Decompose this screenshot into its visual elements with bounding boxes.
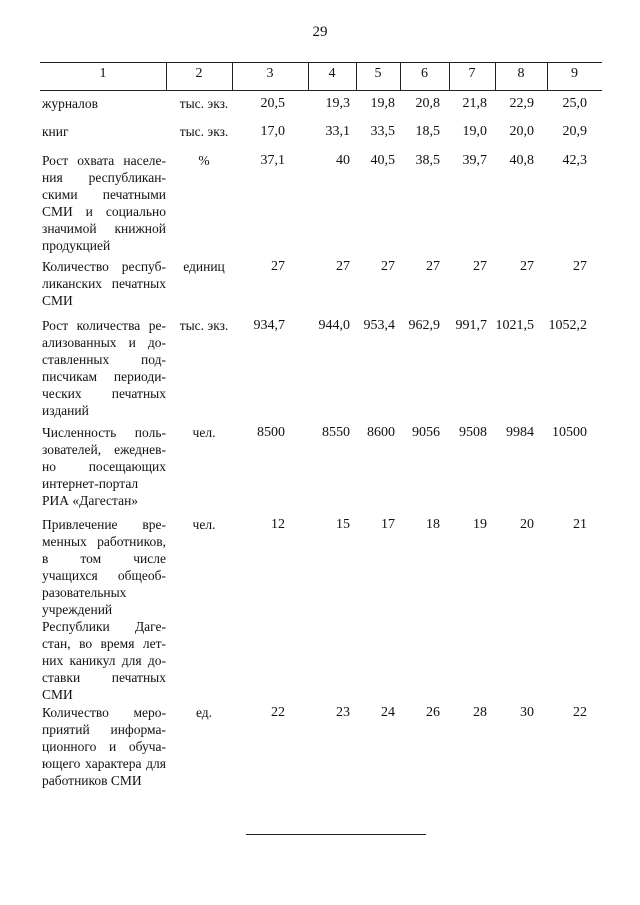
header-cell-4: 4 [328,66,336,81]
cell-col7: 27 [473,259,487,274]
row-unit: чел. [192,425,216,440]
header-cell-3: 3 [266,66,274,81]
row-label: Количество меро-приятий информа-ционного и обуча-ющего характера для работников СМИ [42,705,166,788]
cell-col5: 953,4 [363,318,395,333]
cell-col6: 18 [426,517,440,532]
cell-col4: 40 [336,153,350,168]
table-top-rule [40,62,602,63]
row-unit: тыс. экз. [179,318,229,333]
cell-col5: 40,5 [370,153,395,168]
cell-col6: 9056 [412,425,440,440]
cell-col9: 42,3 [562,153,587,168]
header-cell-9: 9 [571,66,578,81]
cell-col3: 12 [271,517,285,532]
cell-col5: 17 [381,517,395,532]
cell-col7: 991,7 [455,318,487,333]
cell-col9: 21 [573,517,587,532]
cell-col9: 1052,2 [548,318,587,333]
cell-col7: 9508 [459,425,487,440]
cell-col8: 22,9 [509,96,534,111]
cell-col5: 33,5 [370,124,395,139]
row-unit: % [198,153,210,168]
cell-col3: 27 [271,259,285,274]
cell-col4: 23 [336,705,350,720]
cell-col9: 22 [573,705,587,720]
cell-col7: 19 [473,517,487,532]
cell-col7: 21,8 [462,96,487,111]
cell-col9: 25,0 [562,96,587,111]
row-label: Рост количества ре-ализованных и до-ставленных под-писчикам периоди-ческих печатных изданий [42,318,166,418]
cell-col9: 20,9 [562,124,587,139]
row-label: Количество респуб-ликанских печатных СМИ [42,259,166,308]
cell-col6: 18,5 [415,124,440,139]
cell-col6: 20,8 [415,96,440,111]
end-of-table-rule [246,834,426,835]
cell-col4: 944,0 [318,318,350,333]
row-label: книг [42,124,69,139]
header-cell-7: 7 [468,66,476,81]
cell-col7: 19,0 [462,124,487,139]
header-cell-8: 8 [517,66,525,81]
cell-col8: 27 [520,259,534,274]
cell-col3: 22 [271,705,285,720]
row-label: Привлечение вре-менных работников, в том числе учащихся общеоб-разовательных учреждений Республики Даге-стан, во время лет-них каникул для до-ставки печатных СМИ [42,517,166,702]
row-unit: единиц [183,259,225,274]
cell-col5: 8600 [367,425,395,440]
cell-col8: 40,8 [509,153,534,168]
cell-col6: 38,5 [415,153,440,168]
row-unit: тыс. экз. [179,124,229,139]
cell-col5: 27 [381,259,395,274]
row-label: Рост охвата населе-ния республикан-скими печатными СМИ и социально значимой книжной продукцией [42,153,166,253]
cell-col3: 8500 [257,425,285,440]
cell-col8: 9984 [506,425,534,440]
cell-col8: 30 [520,705,534,720]
header-cell-5: 5 [374,66,382,81]
cell-col4: 33,1 [325,124,350,139]
cell-col7: 28 [473,705,487,720]
cell-col8: 20 [520,517,534,532]
cell-col6: 962,9 [408,318,440,333]
cell-col7: 39,7 [462,153,487,168]
cell-col8: 1021,5 [495,318,534,333]
row-label: Численность поль-зователей, ежеднев-но посещающих интернет-портал РИА «Дагестан» [42,425,166,508]
row-unit: тыс. экз. [179,96,229,111]
cell-col6: 27 [426,259,440,274]
row-unit: чел. [192,517,216,532]
header-cell-2: 2 [195,66,203,81]
cell-col3: 17,0 [260,124,285,139]
cell-col8: 20,0 [509,124,534,139]
page-number: 29 [312,24,328,40]
cell-col3: 934,7 [253,318,285,333]
cell-col9: 27 [573,259,587,274]
row-unit: ед. [195,705,213,720]
cell-col4: 27 [336,259,350,274]
cell-col5: 24 [381,705,395,720]
cell-col5: 19,8 [370,96,395,111]
header-cell-6: 6 [421,66,428,81]
cell-col3: 37,1 [260,153,285,168]
table-header-bottom-rule [40,90,602,91]
cell-col4: 15 [336,517,350,532]
cell-col4: 8550 [322,425,350,440]
cell-col3: 20,5 [260,96,285,111]
header-cell-1: 1 [99,66,107,81]
cell-col4: 19,3 [325,96,350,111]
cell-col9: 10500 [552,425,587,440]
row-label: журналов [42,96,99,111]
cell-col6: 26 [426,705,440,720]
